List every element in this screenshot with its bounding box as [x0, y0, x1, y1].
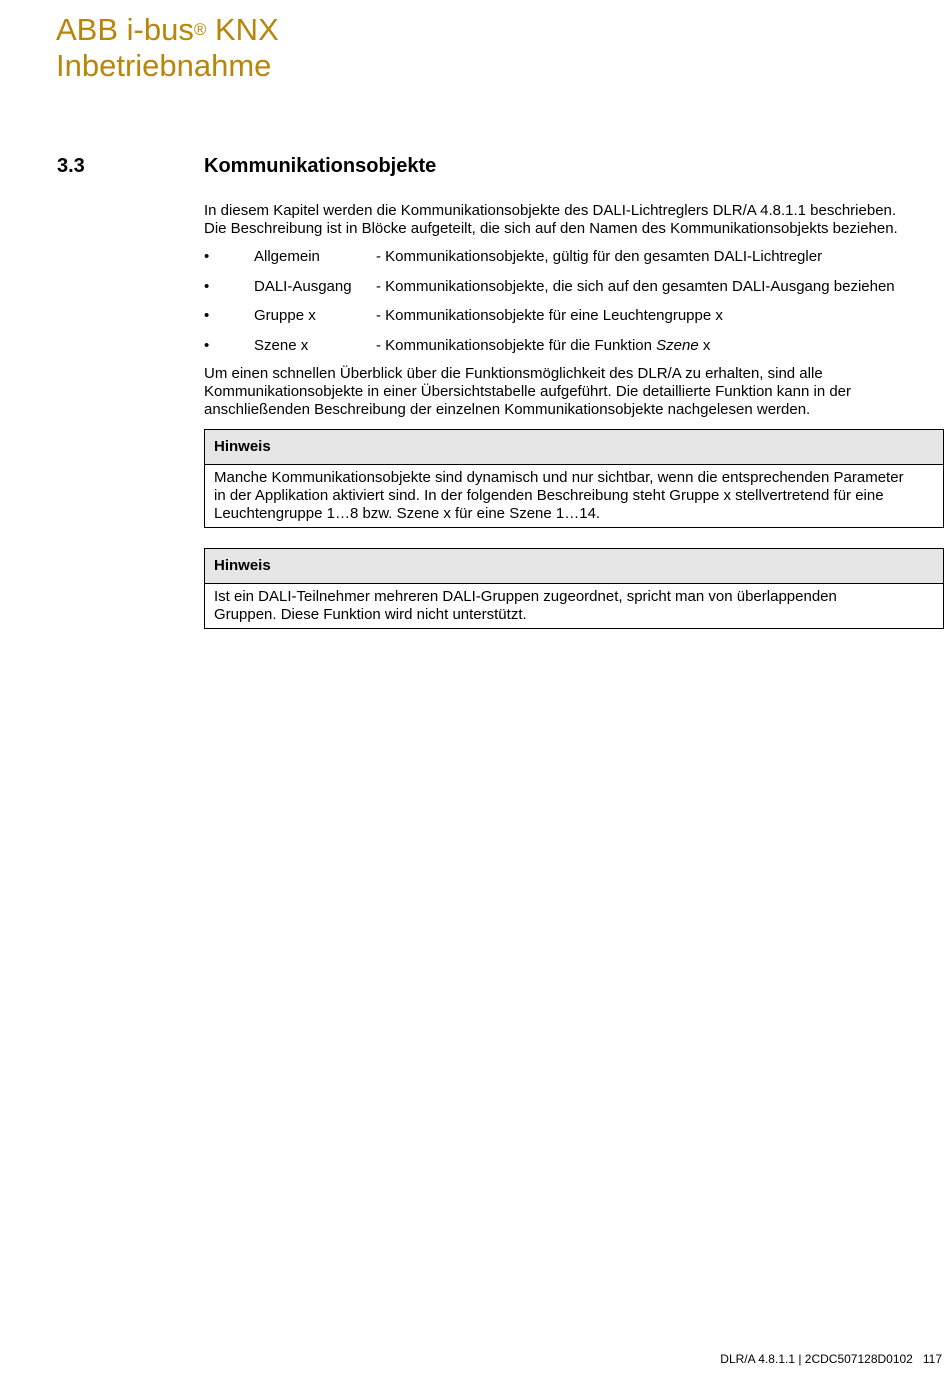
- note-body: [205, 465, 943, 527]
- brand-suffix: KNX: [215, 12, 279, 47]
- block-list: [204, 248, 944, 366]
- bullet-icon: •: [204, 307, 210, 324]
- block-description: - Kommunikationsobjekte, gültig für den gesamten DALI-Lichtregler: [376, 248, 823, 265]
- bullet-icon: •: [204, 277, 210, 295]
- intro-paragraph: [204, 202, 944, 238]
- overview-line: Kommunikationsobjekte in einer Übersichtstabelle aufgeführt. Die detaillierte Funktion kann in der: [204, 383, 852, 400]
- list-item: [204, 307, 944, 337]
- block-name: Gruppe x: [254, 307, 316, 324]
- block-name: Allgemein: [254, 248, 320, 265]
- registered-mark: ®: [193, 20, 207, 39]
- list-item: [204, 337, 944, 367]
- note-line: Manche Kommunikationsobjekte sind dynamisch und nur sichtbar, wenn die entsprechenden Parameter: [214, 469, 904, 486]
- desc-text: - Kommunikationsobjekte für die Funktion: [376, 336, 657, 354]
- note-body: [205, 584, 943, 628]
- bullet-icon: •: [204, 248, 210, 265]
- note-line: Leuchtengruppe 1…8 bzw. Szene x für eine Szene 1…14.: [214, 505, 601, 522]
- note-box: [204, 429, 944, 528]
- page-subtitle: Inbetriebnahme: [56, 48, 272, 83]
- list-item: [204, 278, 944, 308]
- list-item: [204, 248, 944, 278]
- bullet-icon: •: [204, 336, 210, 354]
- overview-line: Um einen schnellen Überblick über die Funktionsmöglichkeit des DLR/A zu erhalten, sind alle: [204, 365, 823, 382]
- desc-emphasis: Szene: [656, 336, 699, 354]
- brand-main: ABB i-bus: [56, 12, 194, 47]
- block-name: Szene x: [254, 336, 309, 354]
- note-title: Hinweis: [205, 549, 943, 584]
- block-name: DALI-Ausgang: [254, 277, 352, 295]
- desc-text: x: [698, 336, 711, 354]
- intro-line: In diesem Kapitel werden die Kommunikationsobjekte des DALI-Lichtreglers DLR/A 4.8.1.1 beschrieben.: [204, 202, 897, 219]
- brand-title: [56, 12, 279, 48]
- intro-line: Die Beschreibung ist in Blöcke aufgeteilt, die sich auf den Namen des Kommunikationsobjekts beziehen.: [204, 220, 898, 237]
- block-description: - Kommunikationsobjekte, die sich auf den gesamten DALI-Ausgang beziehen: [376, 277, 895, 295]
- note-line: in der Applikation aktiviert sind. In der folgenden Beschreibung steht Gruppe x stellvertretend für eine: [214, 487, 884, 504]
- block-description: - Kommunikationsobjekte für eine Leuchtengruppe x: [376, 307, 723, 324]
- section-number: 3.3: [57, 155, 85, 177]
- note-title: Hinweis: [205, 430, 943, 465]
- note-box: [204, 548, 944, 629]
- overview-paragraph: [204, 365, 944, 419]
- overview-line: anschließenden Beschreibung der einzelnen Kommunikationsobjekte nachgelesen werden.: [204, 401, 811, 418]
- block-description: [376, 337, 710, 354]
- note-line: Ist ein DALI-Teilnehmer mehreren DALI-Gruppen zugeordnet, spricht man von überlappenden: [214, 588, 837, 605]
- section-title: Kommunikationsobjekte: [204, 155, 437, 177]
- note-line: Gruppen. Diese Funktion wird nicht unterstützt.: [214, 606, 527, 623]
- page-footer: DLR/A 4.8.1.1 | 2CDC507128D0102 117: [720, 1352, 942, 1366]
